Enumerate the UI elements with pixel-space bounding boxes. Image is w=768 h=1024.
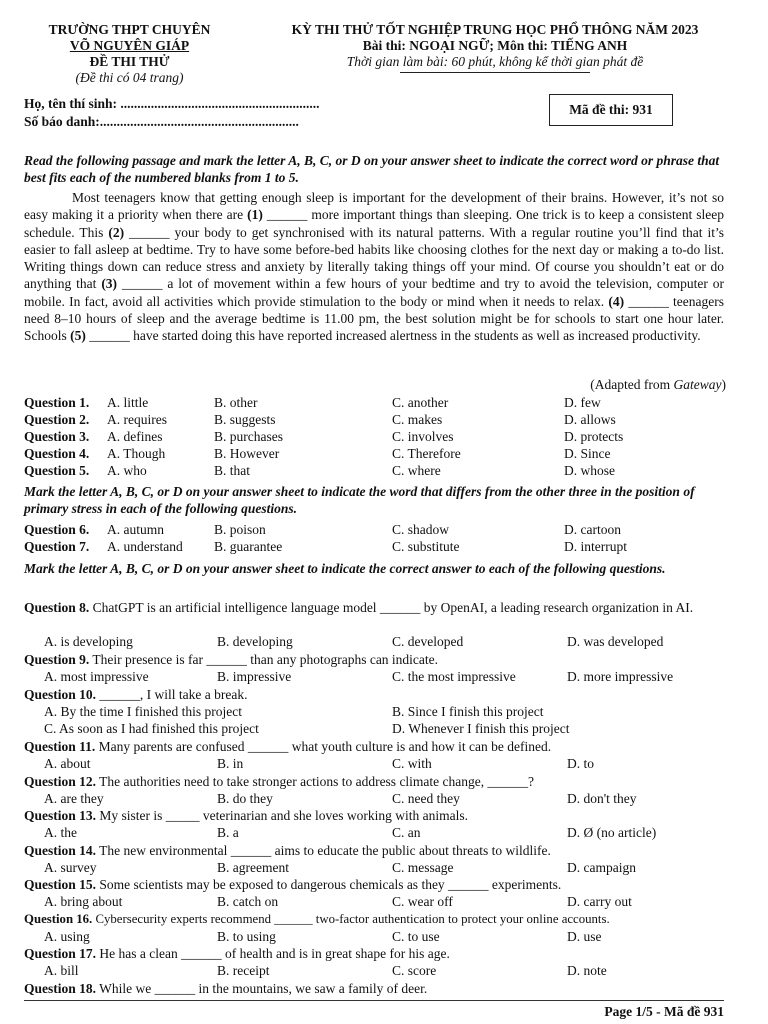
question-10-options-ab [24, 703, 736, 720]
page-footer: Page 1/5 - Mã đề 931 [604, 1004, 724, 1019]
passage-part: ______ a lot of movement within a few hours of your bedtime and try to avoid the television, computer or mobile. In fact, avoid all activities which provide stimulation to the body or mind when it needs to relax. [24, 276, 724, 309]
option-b[interactable]: B. do they [217, 791, 273, 806]
question-row-7 [24, 538, 736, 555]
option-a[interactable]: A. bill [44, 963, 79, 978]
exam-info-block [245, 22, 745, 73]
question-13-stem [24, 807, 736, 824]
option-c[interactable]: C. need they [392, 791, 460, 806]
option-c[interactable]: C. score [392, 963, 437, 978]
exam-code-box: Mã đề thi: 931 [549, 94, 673, 126]
option-b[interactable]: B. Since I finish this project [392, 704, 544, 719]
option-b[interactable]: B. However [214, 446, 280, 461]
question-text: While we ______ in the mountains, we saw a family of deer. [99, 981, 428, 996]
blank-5: (5) [70, 328, 86, 343]
option-b[interactable]: B. poison [214, 522, 266, 537]
question-15-options [24, 893, 736, 910]
question-row-3 [24, 428, 736, 445]
option-c[interactable]: C. As soon as I had finished this project [44, 721, 259, 736]
school-name-line2: VÕ NGUYÊN GIÁP [69, 38, 190, 53]
passage-part: ______ teenagers need 8–10 hours of sleep and the average bedtime is 11.00 pm, the best solution might be for schools to start one hour later. Schools [24, 293, 725, 343]
question-label: Question 1. [24, 395, 90, 410]
question-row-1 [24, 394, 736, 411]
question-text: Their presence is far ______ than any photographs can indicate. [92, 652, 439, 667]
question-label: Question 3. [24, 429, 90, 444]
question-16-options [24, 928, 736, 945]
question-14-stem [24, 842, 736, 859]
question-label: Question 17. [24, 946, 97, 961]
option-a[interactable]: A. little [107, 395, 149, 410]
option-a[interactable]: A. about [44, 756, 91, 771]
question-label: Question 8. [24, 600, 90, 615]
option-a[interactable]: A. most impressive [44, 669, 149, 684]
reading-passage [24, 189, 724, 344]
option-d[interactable]: D. whose [564, 463, 615, 478]
candidate-id-field: Số báo danh:........................................................... [24, 114, 299, 129]
option-a[interactable]: A. understand [107, 539, 183, 554]
blank-2: (2) [108, 224, 125, 240]
option-d[interactable]: D. carry out [567, 894, 632, 909]
school-block [22, 22, 237, 86]
question-label: Question 15. [24, 877, 97, 892]
question-text: Cybersecurity experts recommend ______ two-factor authentication to protect your online accounts. [95, 912, 610, 926]
question-text: Some scientists may be exposed to dangerous chemicals as they ______ experiments. [99, 877, 562, 892]
question-17-stem [24, 945, 736, 962]
question-row-2 [24, 411, 736, 428]
option-d[interactable]: D. was developed [567, 634, 664, 649]
question-15-stem [24, 876, 736, 893]
question-label: Question 13. [24, 808, 97, 823]
question-16-stem [24, 911, 736, 928]
question-10-options-cd [24, 720, 736, 737]
candidate-name-field: Họ, tên thí sinh: ........................................................... [24, 96, 320, 111]
school-name-line1: TRƯỜNG THPT CHUYÊN [48, 22, 211, 37]
passage-source [560, 377, 726, 393]
option-a[interactable]: A. By the time I finished this project [44, 704, 242, 719]
question-row-5 [24, 462, 736, 479]
question-label: Question 9. [24, 652, 90, 667]
question-text: ______, I will take a break. [99, 687, 248, 702]
question-label: Question 4. [24, 446, 90, 461]
option-b[interactable]: B. agreement [217, 860, 289, 875]
passage-part: ______ more important things than sleeping. One trick is to keep a consistent sleep schedule. This [24, 207, 724, 240]
question-text: The new environmental ______ aims to educate the public about threats to wildlife. [99, 843, 551, 858]
question-label: Question 10. [24, 687, 97, 702]
option-d[interactable]: D. allows [564, 412, 616, 427]
question-12-options [24, 790, 736, 807]
option-c[interactable]: C. involves [392, 429, 454, 444]
option-a[interactable]: A. defines [107, 429, 163, 444]
option-b[interactable]: B. impressive [217, 669, 292, 684]
question-18-stem [24, 980, 736, 997]
option-b[interactable]: B. developing [217, 634, 293, 649]
option-a[interactable]: A. are they [44, 791, 104, 806]
question-text: ChatGPT is an artificial intelligence language model ______ by OpenAI, a leading research organization in AI. [92, 600, 694, 615]
question-label: Question 7. [24, 539, 90, 554]
option-b[interactable]: B. catch on [217, 894, 279, 909]
question-text: He has a clean ______ of health and is in great shape for his age. [99, 946, 450, 961]
passage-part: Most teenagers know that getting enough sleep is important for the development of their brains. However, it’s not so easy making it a priority when there are [24, 190, 724, 223]
option-a[interactable]: A. autumn [107, 522, 164, 537]
option-c[interactable]: C. the most impressive [392, 669, 516, 684]
option-d[interactable]: D. Since [564, 446, 611, 461]
option-d[interactable]: D. cartoon [564, 522, 621, 537]
blank-4: (4) [608, 293, 625, 309]
option-d[interactable]: D. more impressive [567, 669, 674, 684]
option-d[interactable]: D. campaign [567, 860, 636, 875]
question-11-options [24, 755, 736, 772]
question-17-options [24, 962, 736, 979]
option-d[interactable]: D. few [564, 395, 601, 410]
option-b[interactable]: B. suggests [214, 412, 276, 427]
option-b[interactable]: B. other [214, 395, 258, 410]
blank-3: (3) [101, 276, 118, 292]
passage-part: ______ your body to get synchronised with its natural patterns. With a regular routine you’ll find that it’s easier to fall asleep at bedtime. Try to have some before-bed habits like choosing clothes for the next day or making a to-do list. Writing things down can reduce stress and anxiety by literally taking things off your mind. Of course you shouldn’t eat or do anything that [24, 224, 724, 292]
source-suffix: ) [721, 377, 726, 392]
option-b[interactable]: B. receipt [217, 963, 270, 978]
source-name: Gateway [673, 377, 722, 392]
question-12-stem [24, 773, 736, 790]
option-c[interactable]: C. to use [392, 929, 440, 944]
question-label: Question 18. [24, 981, 97, 996]
source-prefix: (Adapted from [590, 377, 674, 392]
option-c[interactable]: C. message [392, 860, 454, 875]
option-c[interactable]: C. makes [392, 412, 443, 427]
option-a[interactable]: A. the [44, 825, 77, 840]
question-text: Many parents are confused ______ what youth culture is and how it can be defined. [98, 739, 552, 754]
question-label: Question 2. [24, 412, 90, 427]
option-a[interactable]: A. survey [44, 860, 97, 875]
option-d[interactable]: D. use [567, 929, 602, 944]
question-text: My sister is _____ veterinarian and she loves working with animals. [99, 808, 468, 823]
question-8-options [24, 633, 736, 650]
option-b[interactable]: B. that [214, 463, 250, 478]
question-13-options [24, 824, 736, 841]
option-c[interactable]: C. Therefore [392, 446, 461, 461]
option-d[interactable]: D. don't they [567, 791, 637, 806]
option-c[interactable]: C. shadow [392, 522, 449, 537]
question-label: Question 6. [24, 522, 90, 537]
question-8-stem [24, 599, 736, 616]
option-c[interactable]: C. substitute [392, 539, 460, 554]
exam-type: ĐỀ THI THỬ [89, 54, 170, 69]
option-d[interactable]: D. to [567, 756, 594, 771]
option-b[interactable]: B. to using [217, 929, 276, 944]
subject-line: Bài thi: NGOẠI NGỮ; Môn thi: TIẾNG ANH [362, 38, 628, 53]
header-rule [400, 72, 590, 73]
option-d[interactable]: D. protects [564, 429, 624, 444]
question-label: Question 16. [24, 912, 93, 926]
footer-rule [24, 1000, 724, 1001]
option-b[interactable]: B. purchases [214, 429, 283, 444]
question-label: Question 11. [24, 739, 96, 754]
section2-instruction: Mark the letter A, B, C, or D on your answer sheet to indicate the word that differs from the other three in the position of primary stress in each of the following questions. [24, 484, 695, 516]
question-10-stem [24, 686, 736, 703]
exam-title: KỲ THI THỬ TỐT NGHIỆP TRUNG HỌC PHỔ THÔNG NĂM 2023 [291, 22, 699, 37]
question-9-stem [24, 651, 736, 668]
option-d[interactable]: D. Ø (no article) [567, 825, 657, 840]
option-d[interactable]: D. note [567, 963, 607, 978]
pages-note: (Đề thi có 04 trang) [75, 70, 184, 85]
time-line: Thời gian làm bài: 60 phút, không kể thời gian phát đề [346, 54, 644, 69]
section1-instruction: Read the following passage and mark the letter A, B, C, or D on your answer sheet to indicate the correct word or phrase that best fits each of the numbered blanks from 1 to 5. [24, 153, 720, 185]
passage-part: ______ have started doing this have reported increased alertness in the students as well as increased productivity. [85, 328, 701, 343]
question-9-options [24, 668, 736, 685]
question-label: Question 14. [24, 843, 97, 858]
option-b[interactable]: B. a [217, 825, 239, 840]
question-11-stem [24, 738, 736, 755]
question-label: Question 12. [24, 774, 97, 789]
option-b[interactable]: B. in [217, 756, 244, 771]
option-b[interactable]: B. guarantee [214, 539, 283, 554]
option-a[interactable]: A. bring about [44, 894, 123, 909]
option-c[interactable]: C. another [392, 395, 449, 410]
option-a[interactable]: A. requires [107, 412, 167, 427]
option-a[interactable]: A. is developing [44, 634, 133, 649]
option-d[interactable]: D. Whenever I finish this project [392, 721, 570, 736]
blank-1: (1) [247, 207, 263, 223]
option-a[interactable]: A. Though [107, 446, 166, 461]
question-row-4 [24, 445, 736, 462]
question-row-6 [24, 521, 736, 538]
question-label: Question 5. [24, 463, 90, 478]
option-a[interactable]: A. who [107, 463, 147, 478]
option-c[interactable]: C. developed [392, 634, 464, 649]
option-c[interactable]: C. an [392, 825, 421, 840]
question-text: The authorities need to take stronger actions to address climate change, ______? [99, 774, 535, 789]
option-a[interactable]: A. using [44, 929, 90, 944]
option-d[interactable]: D. interrupt [564, 539, 627, 554]
option-c[interactable]: C. with [392, 756, 432, 771]
option-c[interactable]: C. where [392, 463, 441, 478]
section3-instruction: Mark the letter A, B, C, or D on your answer sheet to indicate the correct answer to each of the following questions. [24, 561, 666, 576]
option-c[interactable]: C. wear off [392, 894, 453, 909]
question-14-options [24, 859, 736, 876]
